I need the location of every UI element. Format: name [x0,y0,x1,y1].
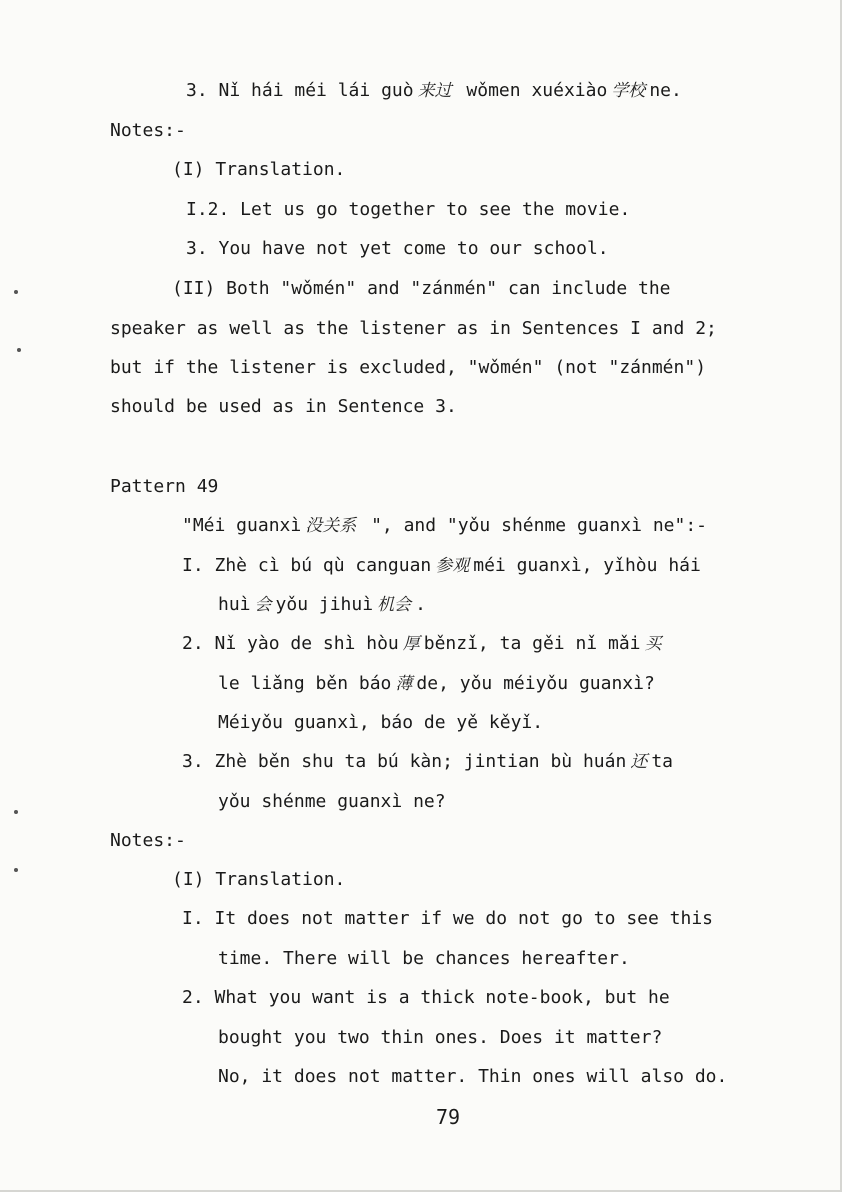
hanzi-mai: 买 [644,634,662,654]
scan-speck [17,348,21,352]
note-ii-line-4: should be used as in Sentence 3. [110,396,457,417]
hanzi-canguan: 参观 [435,556,470,576]
example-1-pinyin-2: méi guanxì, yǐhòu hái [473,555,701,576]
hanzi-bao: 薄 [395,674,413,694]
sentence-3-pinyin-2: wǒmen xuéxiào [466,80,608,101]
sentence-3-line [186,80,682,102]
example-2-line-3: Méiyǒu guanxì, báo de yě kěyǐ. [218,712,544,733]
example-1-hui: huì [218,594,251,615]
pattern-desc-start: "Méi guanxì [182,515,302,536]
sentence-3-end: ne. [649,80,682,101]
notes-heading-2: Notes:- [110,830,186,851]
example-1-pinyin: I. Zhè cì bú qù canguan [182,555,432,576]
translation-example-1-line-2: time. There will be chances hereafter. [218,948,630,969]
example-2-line-2 [218,673,655,695]
example-3-line-2: yǒu shénme guanxì ne? [218,791,446,812]
notes-heading: Notes:- [110,120,186,141]
scan-speck [14,810,18,814]
example-2-line-1 [182,633,666,655]
note-ii-line-3: but if the listener is excluded, "wǒmén" (not "zánmén") [110,357,707,378]
example-3-end: ta [651,751,674,772]
pattern-desc-end: ", and "yǒu shénme guanxì ne":- [371,515,708,536]
example-1-jihui: yǒu jihuì [275,594,374,615]
example-2-pinyin-2: běnzǐ, ta gěi nǐ mǎi [423,633,641,654]
notes-translation-label-2: (I) Translation. [172,869,346,890]
sentence-3-pinyin: 3. Nǐ hái méi lái guò [186,80,414,101]
hanzi-huan: 还 [630,752,648,772]
hanzi-meiguanxi: 没关系 [305,516,357,536]
translation-3: 3. You have not yet come to our school. [186,238,609,259]
pattern-title: Pattern 49 [110,476,219,497]
hanzi-jihui: 机会 [377,595,412,615]
translation-example-1-line-1: I. It does not matter if we do not go to see this [182,908,714,929]
hanzi-hou: 厚 [402,634,420,654]
example-2-pinyin-3: le liǎng běn báo [218,673,392,694]
example-1-line-1 [182,555,701,577]
hanzi-xuexiao: 学校 [611,81,646,101]
scan-speck [14,290,18,294]
translation-example-2-line-1: 2. What you want is a thick note-book, but he [182,987,670,1008]
hanzi-hui: 会 [254,595,272,615]
example-3-line-1 [182,751,673,773]
example-2-pinyin-4: de, yǒu méiyǒu guanxì? [416,673,655,694]
example-3-pinyin: 3. Zhè běn shu ta bú kàn; jintian bù huán [182,751,627,772]
pattern-description [182,515,707,537]
example-1-line-2 [218,594,426,616]
page-number: 79 [436,1105,461,1129]
translation-1-2: I.2. Let us go together to see the movie. [186,199,631,220]
notes-translation-label: (I) Translation. [172,159,346,180]
hanzi-laiguo: 来过 [417,81,452,101]
translation-example-2-line-2: bought you two thin ones. Does it matter? [218,1027,663,1048]
translation-example-2-line-3: No, it does not matter. Thin ones will also do. [218,1066,728,1087]
note-ii-line-2: speaker as well as the listener as in Sentences I and 2; [110,318,717,339]
example-1-end: . [415,594,426,615]
scan-speck [14,868,18,872]
note-ii-line-1: (II) Both "wǒmén" and "zánmén" can include the [172,278,671,299]
example-2-pinyin: 2. Nǐ yào de shì hòu [182,633,399,654]
